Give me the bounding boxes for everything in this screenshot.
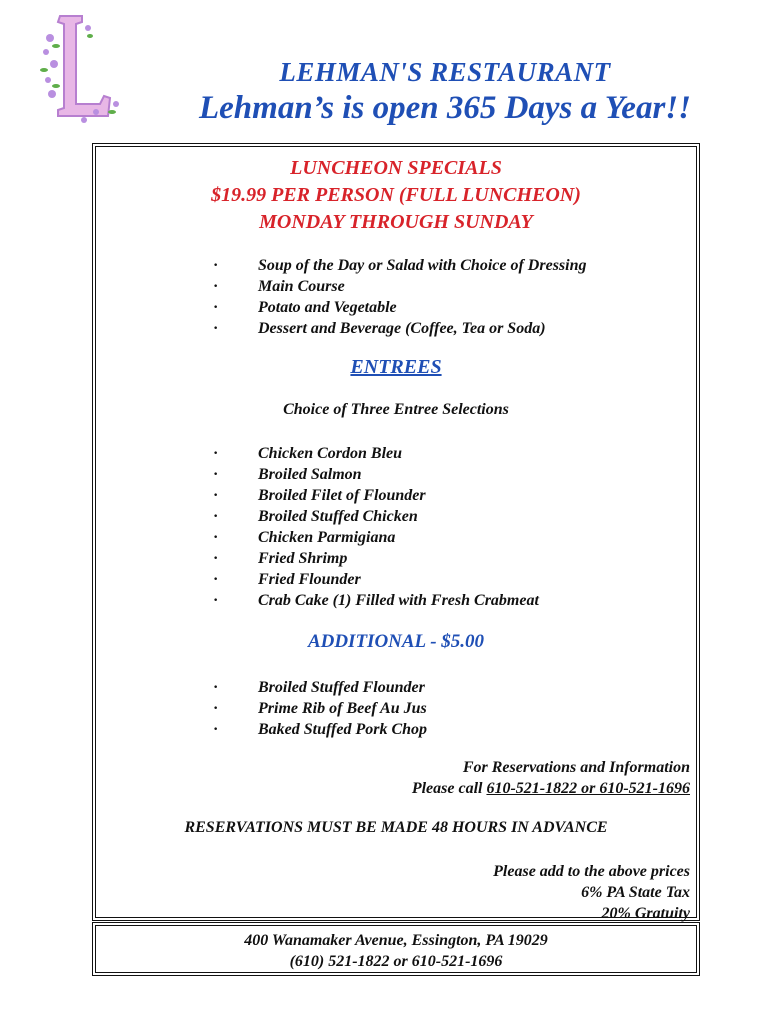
list-item: · Soup of the Day or Salad with Choice of Dressing	[96, 255, 586, 276]
header	[120, 56, 770, 128]
list-item: · Broiled Stuffed Flounder	[96, 677, 427, 698]
specials-price: $19.99 PER PERSON (FULL LUNCHEON)	[211, 184, 581, 206]
reservation-phones: 610-521-1822 or 610-521-1696	[486, 780, 690, 797]
restaurant-name: LEHMAN'S RESTAURANT	[279, 57, 611, 87]
floral-letter-l-logo-icon	[38, 8, 122, 126]
list-item: · Chicken Parmigiana	[96, 527, 539, 548]
tax-notice	[493, 861, 690, 924]
advance-notice: RESERVATIONS MUST BE MADE 48 HOURS IN ADVANCE	[184, 819, 608, 836]
list-item: · Crab Cake (1) Filled with Fresh Crabmeat	[96, 590, 539, 611]
list-item: · Fried Flounder	[96, 569, 539, 590]
call-prefix: Please call	[411, 780, 487, 797]
entrees-heading: ENTREES	[350, 356, 442, 378]
list-item: · Broiled Stuffed Chicken	[96, 506, 539, 527]
specials-list	[96, 255, 586, 339]
list-item: · Potato and Vegetable	[96, 297, 586, 318]
list-item: · Prime Rib of Beef Au Jus	[96, 698, 427, 719]
additional-list	[96, 677, 427, 740]
list-item: · Baked Stuffed Pork Chop	[96, 719, 427, 740]
list-item: · Chicken Cordon Bleu	[96, 443, 539, 464]
tagline: Lehman’s is open 365 Days a Year!!	[199, 90, 691, 126]
reservation-info-line: For Reservations and Information	[462, 759, 690, 776]
list-item: · Fried Shrimp	[96, 548, 539, 569]
entrees-list	[96, 443, 539, 611]
list-item: · Broiled Filet of Flounder	[96, 485, 539, 506]
footer-address: 400 Wanamaker Avenue, Essington, PA 19029	[244, 932, 548, 949]
menu-box	[92, 143, 700, 921]
list-item: · Main Course	[96, 276, 586, 297]
specials-title: LUNCHEON SPECIALS	[290, 157, 502, 179]
tax-line-3: 20% Gratuity	[601, 905, 690, 922]
tax-line-2: 6% PA State Tax	[581, 884, 690, 901]
footer-phones: (610) 521-1822 or 610-521-1696	[289, 953, 503, 970]
reservation-call-line	[412, 778, 690, 799]
list-item: · Broiled Salmon	[96, 464, 539, 485]
specials-days: MONDAY THROUGH SUNDAY	[259, 211, 533, 233]
entrees-subheading: Choice of Three Entree Selections	[283, 401, 509, 418]
footer-box	[92, 922, 700, 976]
additional-heading: ADDITIONAL - $5.00	[307, 631, 485, 652]
list-item: · Dessert and Beverage (Coffee, Tea or Soda)	[96, 318, 586, 339]
reservation-info	[412, 757, 690, 799]
tax-line-1: Please add to the above prices	[493, 863, 690, 880]
specials-title-block	[96, 155, 696, 236]
